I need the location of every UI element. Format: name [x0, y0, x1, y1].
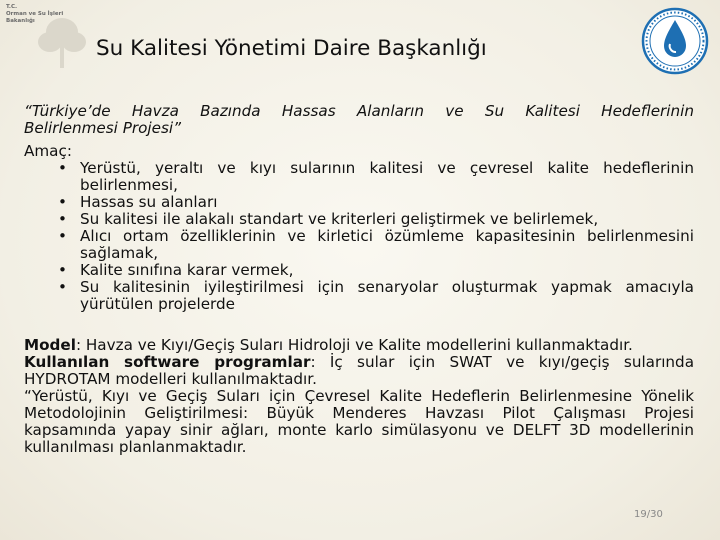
- water-drop-icon: [640, 6, 710, 76]
- list-item: • Su kalitesinin iyileştirilmesi için senaryolar oluşturmak yapmak amacıyla yürütülen projelerde: [58, 278, 694, 313]
- methodology-line3: kapsamında yapay sinir ağları, monte karlo simülasyonu ve DELFT 3D modellerinin: [24, 421, 694, 439]
- aim-list: [24, 160, 694, 313]
- software-label: Kullanılan software programlar: [24, 353, 311, 371]
- project-title-line1: “Türkiye’de Havza Bazında Hassas Alanların ve Su Kalitesi Hedeflerinin: [24, 102, 694, 120]
- list-item: • Alıcı ortam özelliklerinin ve kirletici özümleme kapasitesinin belirlenmesini sağlamak,: [58, 227, 694, 262]
- model-label: Model: [24, 336, 76, 354]
- bullet-icon: •: [58, 193, 67, 211]
- list-item: • Yerüstü, yeraltı ve kıyı sularının kalitesi ve çevresel kalite hedeflerinin belirlenmesi,: [58, 159, 694, 194]
- model-text: : Havza ve Kıyı/Geçiş Suları Hidroloji ve Kalite modellerini kullanmaktadır.: [75, 336, 633, 354]
- model-paragraph: [24, 337, 694, 354]
- software-text-line2: HYDROTAM modelleri kullanılmaktadır.: [24, 370, 317, 388]
- bullet-icon: •: [58, 261, 67, 279]
- list-item: • Su kalitesi ile alakalı standart ve kriterleri geliştirmek ve belirlemek,: [58, 210, 599, 228]
- ministry-logo: [4, 4, 92, 38]
- software-text-line1: : İç sular için SWAT ve kıyı/geçiş sularında: [310, 353, 695, 371]
- methodology-line4: kullanılması planlanmaktadır.: [24, 438, 247, 456]
- project-title-line2: Belirlenmesi Projesi”: [24, 119, 181, 137]
- bullet-icon: •: [58, 159, 67, 177]
- methodology-line1: “Yerüstü, Kıyı ve Geçiş Suları için Çevresel Kalite Hedeflerin Belirlenmesine Yönelik: [24, 387, 694, 405]
- list-item: • Kalite sınıfına karar vermek,: [58, 261, 294, 279]
- ministry-name: T.C. Orman ve Su İşleri Bakanlığı: [6, 4, 64, 24]
- bullet-icon: •: [58, 227, 67, 245]
- slide-content: [24, 103, 694, 456]
- page-title: Su Kalitesi Yönetimi Daire Başkanlığı: [96, 36, 487, 61]
- software-paragraph: [24, 354, 694, 371]
- list-item: • Hassas su alanları: [58, 193, 218, 211]
- bullet-icon: •: [58, 278, 67, 296]
- aim-label: Amaç:: [24, 142, 72, 160]
- page-number: 19/30: [634, 509, 663, 520]
- bullet-icon: •: [58, 210, 67, 228]
- methodology-line2: Metodolojinin Geliştirilmesi: Büyük Menderes Havzası Pilot Çalışması Projesi: [24, 404, 694, 422]
